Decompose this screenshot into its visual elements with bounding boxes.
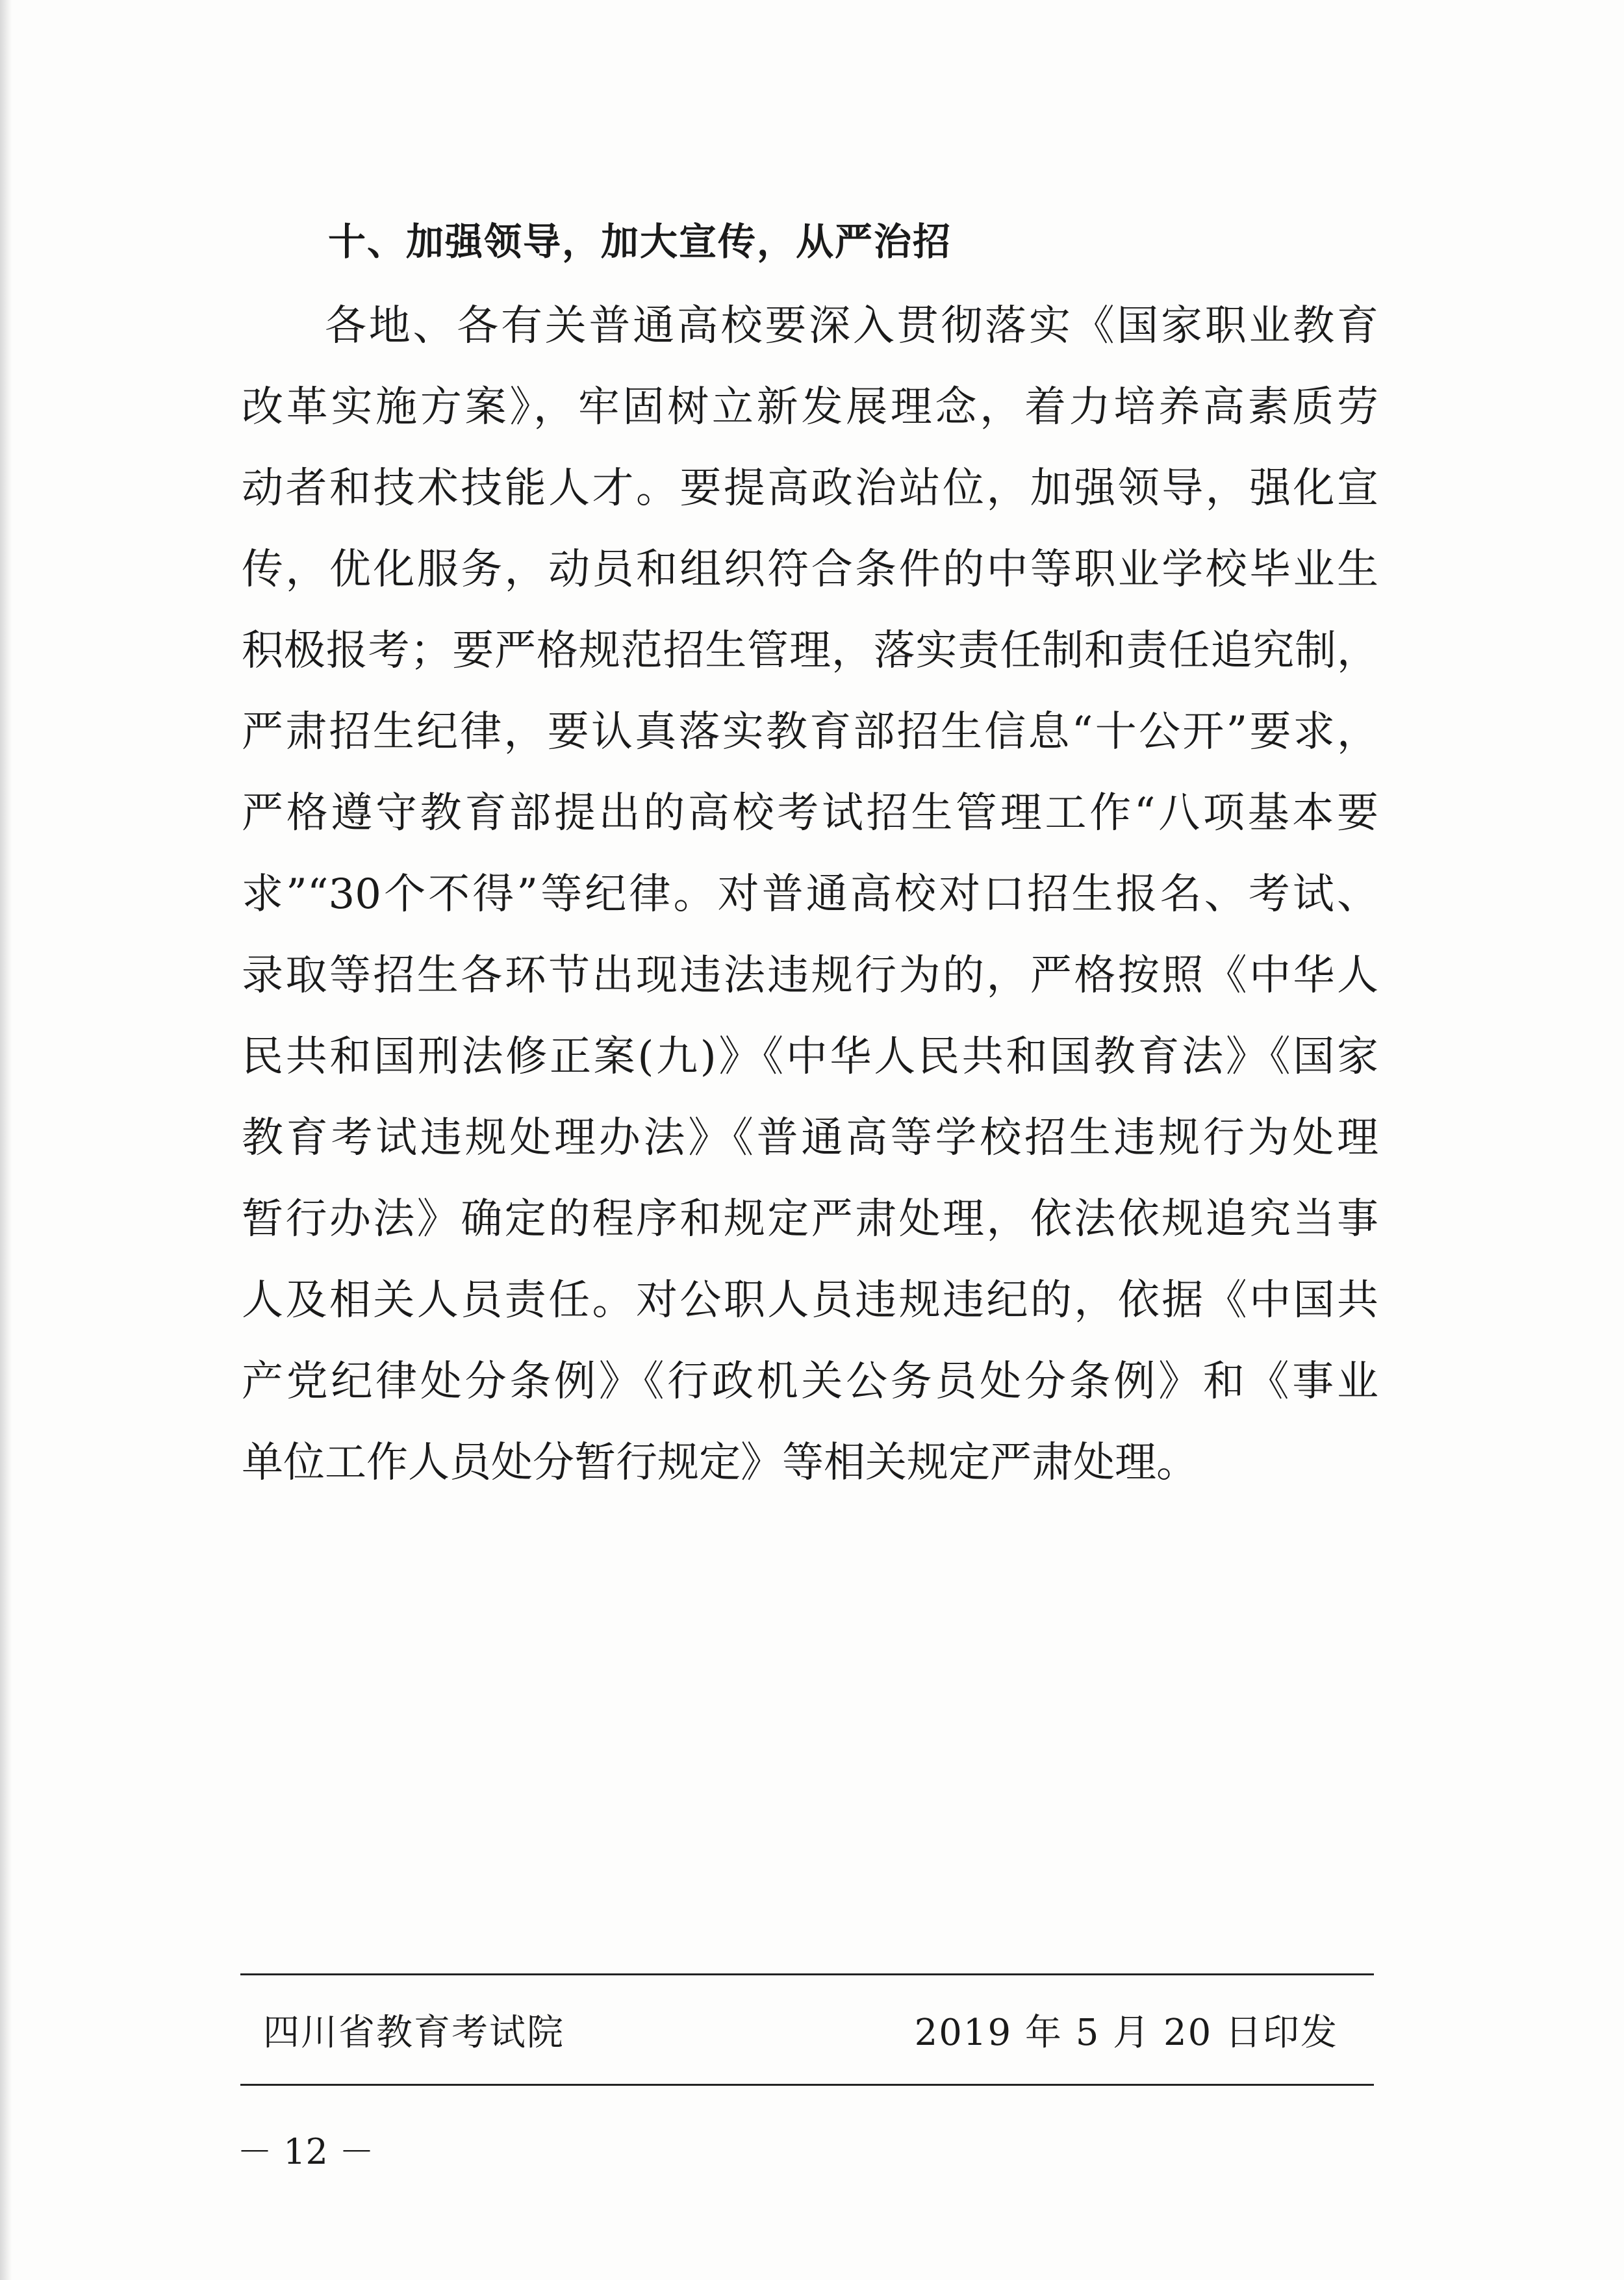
paragraph-line: 传，优化服务，动员和组织符合条件的中等职业学校毕业生 [242,546,1378,594]
paragraph-line: 严格遵守教育部提出的高校考试招生管理工作“八项基本要 [242,789,1378,837]
footer-top-rule [240,1973,1374,1975]
paragraph-line: 产党纪律处分条例》《行政机关公务员处分条例》和《事业 [242,1358,1378,1406]
footer-bottom-rule [240,2084,1374,2086]
paragraph-line: 单位工作人员处分暂行规定》等相关规定严肃处理。 [242,1439,1198,1487]
body-paragraph [242,286,1378,1504]
page-number: － 12 － [237,2131,375,2172]
section-heading: 十、加强领导，加大宣传，从严治招 [328,220,952,264]
paragraph-line: 积极报考；要严格规范招生管理，落实责任制和责任追究制， [242,627,1378,675]
scan-edge-shadow [0,0,12,2280]
issue-date: 2019 年 5 月 20 日印发 [914,2012,1338,2054]
paragraph-line: 录取等招生各环节出现违法违规行为的，严格按照《中华人 [242,952,1378,1000]
paragraph-line: 教育考试违规处理办法》《普通高等学校招生违规行为处理 [242,1114,1378,1162]
paragraph-line: 改革实施方案》，牢固树立新发展理念，着力培养高素质劳 [242,383,1378,431]
paragraph-line: 求”“30个不得”等纪律。对普通高校对口招生报名、考试、 [242,870,1378,918]
paragraph-line: 暂行办法》确定的程序和规定严肃处理，依法依规追究当事 [242,1195,1378,1243]
paragraph-line: 人及相关人员责任。对公职人员违规违纪的，依据《中国共 [242,1276,1378,1324]
paragraph-line: 严肃招生纪律，要认真落实教育部招生信息“十公开”要求， [242,708,1378,756]
paragraph-line: 民共和国刑法修正案(九)》《中华人民共和国教育法》《国家 [242,1033,1378,1081]
paragraph-line: 各地、各有关普通高校要深入贯彻落实《国家职业教育 [325,302,1378,350]
issuer-name: 四川省教育考试院 [263,2012,565,2054]
paragraph-line: 动者和技术技能人才。要提高政治站位，加强领导，强化宣 [242,464,1378,513]
